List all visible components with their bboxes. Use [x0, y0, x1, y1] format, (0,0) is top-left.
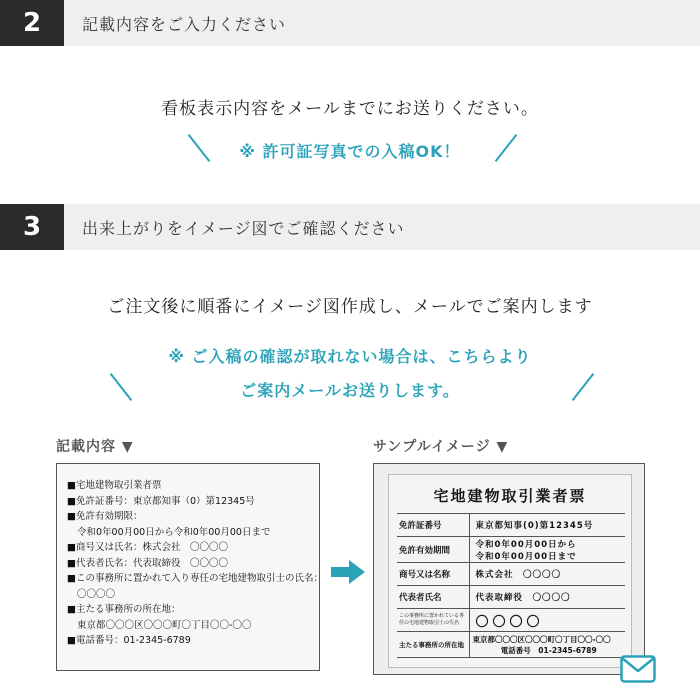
- step-2-header: [0, 0, 700, 46]
- step-2-number: 2: [0, 0, 64, 46]
- section-3-message: ご注文後に順番にイメージ図作成し、メールでご案内します: [107, 297, 593, 317]
- section-2-message: 看板表示内容をメールまでにお送りください。: [161, 99, 539, 119]
- table-row: [397, 586, 625, 609]
- entry-line: ■電話番号：01-2345-6789: [67, 635, 191, 646]
- table-row: [397, 563, 625, 586]
- row-key: 主たる事務所の所在地: [397, 632, 469, 658]
- entry-line: ■宅地建物取引業者票: [67, 480, 162, 491]
- entry-line: 東京都〇〇〇区〇〇〇町〇丁目〇〇-〇〇: [77, 619, 252, 631]
- entry-line: ■代表者氏名：代表取締役 〇〇〇〇: [67, 557, 228, 569]
- mail-icon: [620, 655, 656, 683]
- step-3-header: [0, 204, 700, 250]
- row-value: 代表取締役 〇〇〇〇: [469, 586, 625, 609]
- row-value: 東京都〇〇〇区〇〇〇町〇丁目〇〇-〇〇: [472, 634, 611, 644]
- row-value: 令和0年00月00日まで: [475, 551, 577, 562]
- entry-line: 令和0年00月00日から令和0年00月00日まで: [77, 526, 271, 538]
- step-3-title: 出来上がりをイメージ図でご確認ください: [82, 218, 405, 238]
- row-value: 〇〇〇〇: [469, 609, 625, 632]
- entry-line: 〇〇〇〇: [77, 588, 116, 600]
- row-value: 東京都知事(0)第12345号: [469, 514, 625, 537]
- entry-line: ■この事務所に置かれて入り専任の宅地建物取引士の氏名：: [67, 573, 323, 584]
- section-3-note-line-2: ご案内メールお送りします。: [240, 381, 460, 400]
- sample-sign-sheet: [388, 474, 632, 668]
- step-2-title: 記載内容をご入力ください: [82, 14, 287, 34]
- row-key: 免許有効期間: [397, 537, 469, 563]
- section-2-note: ※ 許可証写真での入稿OK！: [239, 142, 461, 161]
- step-3-number: 3: [0, 204, 64, 250]
- arrow-right-icon: [331, 560, 365, 584]
- row-key: 商号又は名称: [397, 563, 469, 586]
- row-value: 令和0年00月00日から: [475, 539, 577, 550]
- right-panel-label: サンプルイメージ ▼: [373, 439, 509, 455]
- row-value: 電話番号 01-2345-6789: [500, 645, 597, 655]
- entry-line: ■主たる事務所の所在地：: [67, 604, 181, 615]
- sheet-table: [397, 513, 625, 658]
- row-key: 代表者氏名: [397, 586, 469, 609]
- row-key: 免許証番号: [397, 514, 469, 537]
- table-row: [397, 514, 625, 537]
- section-3-note-line-1: ※ ご入稿の確認が取れない場合は、こちらより: [168, 347, 532, 366]
- table-row: [397, 609, 625, 632]
- entry-line: ■商号又は氏名：株式会社 〇〇〇〇: [67, 542, 228, 553]
- entry-line: ■免許証番号：東京都知事（0）第12345号: [67, 495, 255, 507]
- row-value: 株式会社 〇〇〇〇: [469, 563, 625, 586]
- left-panel-label: 記載内容 ▼: [56, 439, 134, 455]
- row-key: この事務所に置かれている専任の宅地建物取引士の氏名: [397, 609, 469, 632]
- sample-image-box: [373, 463, 645, 675]
- content-entry-box: [56, 463, 323, 671]
- entry-line: ■免許有効期限：: [67, 511, 143, 522]
- table-row: [397, 632, 625, 658]
- table-row: [397, 537, 625, 563]
- sheet-title: 宅地建物取引業者票: [433, 487, 587, 505]
